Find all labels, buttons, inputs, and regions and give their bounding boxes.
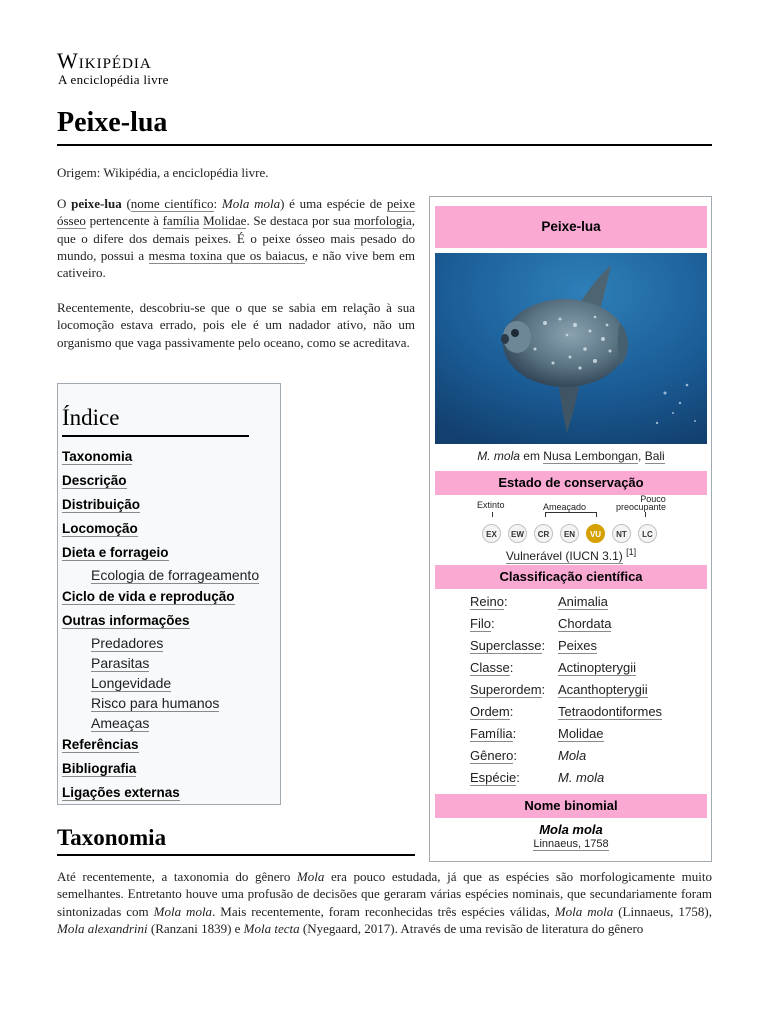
taxonomy-value-text: Actinopterygii [558,660,637,675]
toc-item-label: Distribuição [62,497,141,512]
label-extinto: Extinto [477,500,505,510]
toc-item[interactable] [62,609,275,633]
iucn-vu-badge[interactable]: VU [586,524,605,543]
taxonomy-rank [470,767,520,789]
toc-subitem[interactable] [62,693,275,713]
iucn-nt-badge[interactable]: NT [612,524,631,543]
taxonomy-value [558,767,604,789]
taxonomy-row [470,767,710,789]
logo-wordmark: Wikipédia [57,48,152,73]
taxonomy-row [470,657,710,679]
infobox-title: Peixe-lua [435,206,707,248]
rank-link[interactable]: Família [470,726,513,741]
italic-name: Mola mola [554,903,614,919]
rank-colon: : [509,704,514,719]
site-logo[interactable] [57,50,169,87]
rank-colon: : [503,594,508,609]
taxonomy-value [558,745,586,767]
toc-subitem[interactable] [62,653,275,673]
infobox [429,196,712,862]
taxonomy-rank [470,745,517,767]
link-familia[interactable]: família [162,213,200,229]
tick [596,512,597,517]
conservation-status [435,494,707,563]
link-bali[interactable]: Bali [644,449,665,463]
text: em [519,449,544,463]
taxonomy-value[interactable] [558,679,648,701]
text: era pouco estudada, já que as espécies são morfologicamente muito semelhantes. Entretanto houve uma profusão de decisões que geraram várias espécies nominais, que secundariamente foram sintonizadas com [57,869,712,919]
taxonomy-rank [470,635,545,657]
rank-link[interactable]: Filo [470,616,491,631]
page-title: Peixe-lua [57,104,712,146]
taxonomy-value-text: Peixes [558,638,598,653]
taxonomy-value-text: Animalia [558,594,608,609]
taxonomy-value-text: Acanthopterygii [558,682,648,697]
text: . Se destaca por sua [246,213,354,229]
taxonomy-row [470,745,710,767]
taxonomy-row [470,591,710,613]
toc-item[interactable] [62,517,275,541]
rank-link[interactable]: Ordem [470,704,510,719]
taxonomy-value[interactable] [558,723,604,745]
taxonomy-row [470,701,710,723]
label-pouco: Pouco [640,494,666,504]
toc-item-label: Ciclo de vida e reprodução [62,589,235,604]
reference-link[interactable]: [1] [626,547,637,557]
status-link[interactable]: Vulnerável (IUCN 3.1) [505,549,623,563]
toc-item[interactable] [62,445,275,469]
taxonomy-rank [470,591,508,613]
taxonomy-value-text: Chordata [558,616,612,631]
text: ) é uma espécie de [280,196,387,211]
toc-item-label: Locomoção [62,521,138,536]
taxonomy-row [470,679,710,701]
toc-title: Índice [62,404,249,437]
tick [645,512,646,517]
toc-item[interactable] [62,733,275,757]
rank-link[interactable]: Classe [470,660,510,675]
toc-subitem-label: Ameaças [91,715,150,731]
binomial-name: Mola mola [539,822,603,837]
toc-item[interactable] [62,493,275,517]
iucn-ex-badge[interactable]: EX [482,524,501,543]
taxonomy-rank [470,701,513,723]
sunfish-photo[interactable] [435,253,707,444]
taxonomy-value[interactable] [558,657,636,679]
toc-subitem-label: Predadores [91,635,164,651]
taxonomy-value[interactable] [558,613,611,635]
logo-tagline: A enciclopédia livre [58,72,169,87]
toc-subitem[interactable] [62,673,275,693]
rank-link[interactable]: Espécie [470,770,517,785]
rank-colon: : [509,660,514,675]
toc-subitem[interactable] [62,633,275,653]
toc-list [62,445,275,805]
tick [492,512,493,517]
taxonomy-rank [470,723,516,745]
text: ( [121,196,131,211]
taxonomy-paragraph [57,868,712,937]
rank-link[interactable]: Reino [470,594,504,609]
link-nusa-lembongan[interactable]: Nusa Lembongan [543,449,639,463]
toc-item-label: Descrição [62,473,127,488]
rank-colon: : [541,638,546,653]
intro-paragraph-2: Recentemente, descobriu-se que o que se sabia em relação à sua locomoção estava errado, pois ele é um nadador ativo, não um organismo que vaga passivamente pelo oceano, como se acreditava. [57,300,415,350]
rank-colon: : [490,616,495,631]
photo-caption [435,448,707,464]
taxonomy-value[interactable] [558,591,608,613]
text: , que o difere dos demais peixes. É o peixe ósseo mais pesado do mundo, possui a [57,213,415,263]
text: . Mais recentemente, foram reconhecidas três espécies válidas, [212,903,555,919]
authority-link[interactable]: Linnaeus, 1758 [533,838,609,850]
text: pertencente à [85,213,163,229]
taxonomy-rank [470,657,513,679]
text: : [213,196,222,211]
origin-note: Origem: Wikipédia, a enciclopédia livre. [57,165,269,180]
toc-subitem[interactable] [62,565,275,585]
conservation-heading[interactable]: Estado de conservação [435,471,707,495]
taxonomy-value-text: M. mola [558,770,605,785]
intro-paragraph-1 [57,195,415,281]
taxonomy-value[interactable] [558,635,597,657]
classification-heading[interactable]: Classificação científica [435,565,707,589]
iucn-lc-badge[interactable]: LC [638,524,657,543]
italic-name: Mola [296,869,325,884]
text: , [638,449,645,463]
toc-subitem-label: Ecologia de forrageamento [91,567,260,583]
status-line [435,545,707,563]
text: (Ranzani 1839) e [147,920,244,936]
link-nome-cientifico[interactable]: nome científico [130,196,214,211]
italic-name: Mola tecta [243,920,300,936]
toc-item[interactable] [62,757,275,781]
binomial-authority [435,838,707,851]
toc-item-label: Referências [62,737,139,752]
rank-colon: : [541,682,546,697]
toc-item[interactable] [62,469,275,493]
rank-colon: : [516,770,520,785]
label-preocupante: preocupante [615,502,667,512]
rank-link[interactable]: Superordem [470,682,542,697]
link-morfologia[interactable]: morfologia [353,213,412,229]
iucn-en-badge[interactable]: EN [560,524,579,543]
toc-item-label: Dieta e forrageio [62,545,169,560]
toc-subitem-label: Risco para humanos [91,695,220,711]
taxonomy-row [470,723,710,745]
sunfish-illustration [435,253,707,444]
binomial-heading: Nome binomial [435,794,707,818]
scientific-name: Mola mola [221,196,281,211]
taxonomy-value[interactable] [558,701,662,723]
italic-name: Mola mola [153,903,213,919]
toc-item-label: Taxonomia [62,449,133,464]
rank-link[interactable]: Superclasse [470,638,542,653]
taxonomy-value-text: Mola [558,748,587,763]
text: Até recentemente, a taxonomia do gênero [57,869,297,884]
label-ameacado: Ameaçado [543,502,587,512]
section-heading-taxonomia: Taxonomia [57,824,415,856]
toc-item-label: Ligações externas [62,785,180,800]
italic-name: Mola alexandrini [57,920,148,936]
taxonomy-rank [470,679,545,701]
rank-colon: : [512,726,517,741]
bold-title: peixe-lua [71,196,122,211]
taxonomy-rank [470,613,495,635]
taxonomy-value-text: Tetraodontiformes [558,704,663,719]
toc-item[interactable] [62,781,275,805]
toc-item-label: Bibliografia [62,761,137,776]
threat-bracket [545,512,597,513]
rank-link[interactable]: Gênero [470,748,514,763]
taxonomy-row [470,613,710,635]
tick [545,512,546,517]
taxonomy-row [470,635,710,657]
link-peixe-osseo[interactable]: peixe ósseo [57,196,415,229]
text: O [57,196,72,211]
table-of-contents [57,383,281,805]
text: (Linnaeus, 1758), [613,903,712,919]
link-molidae[interactable]: Molidae [203,213,247,229]
toc-subitem-label: Longevidade [91,675,172,691]
toc-item-label: Outras informações [62,613,190,628]
iucn-cr-badge[interactable]: CR [534,524,553,543]
taxonomy-value-text: Molidae [558,726,604,741]
link-toxina[interactable]: mesma toxina que os baiacus [148,247,305,263]
rank-colon: : [513,748,517,763]
iucn-ew-badge[interactable]: EW [508,524,527,543]
caption-species: M. mola [477,449,520,463]
text: (Nyegaard, 2017). Através de uma revisão de literatura do gênero [299,920,644,936]
text: , e não vive bem em cativeiro. [57,247,415,281]
toc-subitem-label: Parasitas [91,655,150,671]
toc-subitem[interactable] [62,713,275,733]
toc-item[interactable] [62,541,275,565]
toc-item[interactable] [62,585,275,609]
